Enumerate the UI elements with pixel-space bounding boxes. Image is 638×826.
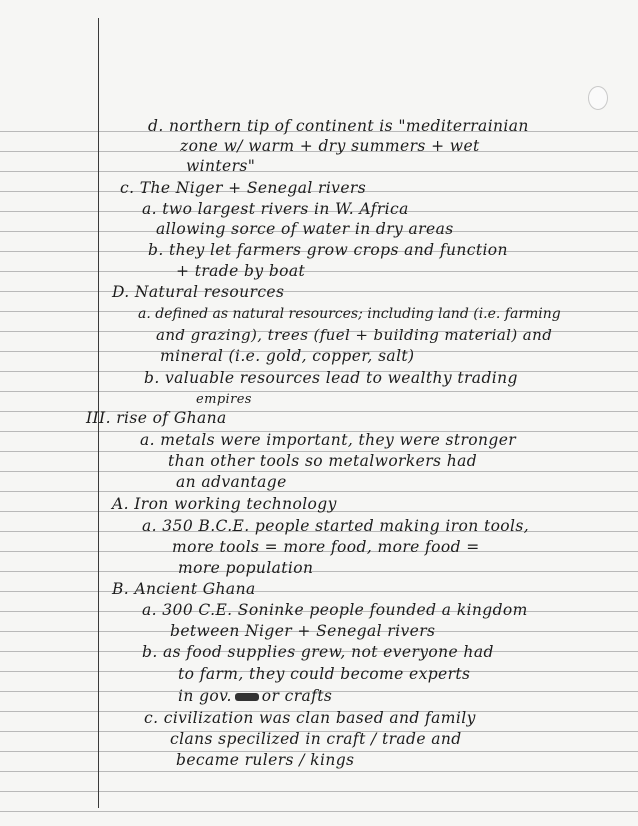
note-line: + trade by boat: [176, 262, 306, 280]
note-line: winters": [186, 157, 256, 175]
note-line: c. civilization was clan based and family: [144, 709, 476, 727]
top-margin: [0, 0, 638, 112]
note-line: zone w/ warm + dry summers + wet: [180, 137, 480, 155]
note-line: III. rise of Ghana: [86, 409, 227, 427]
note-line: b. they let farmers grow crops and function: [148, 241, 508, 259]
note-line: allowing sorce of water in dry areas: [156, 220, 454, 238]
note-line: D. Natural resources: [112, 283, 285, 301]
note-line: an advantage: [176, 473, 287, 491]
note-line: more tools = more food, more food =: [172, 538, 480, 556]
note-line: a. 300 C.E. Soninke people founded a kingdom: [142, 601, 528, 619]
note-line: clans specilized in craft / trade and: [170, 730, 462, 748]
note-line: [178, 686, 332, 706]
note-line: mineral (i.e. gold, copper, salt): [160, 347, 415, 365]
note-line: to farm, they could become experts: [178, 665, 471, 683]
note-line: empires: [196, 392, 252, 407]
note-line: a. 350 B.C.E. people started making iron tools,: [142, 517, 530, 535]
note-line: and grazing), trees (fuel + building material) and: [156, 326, 553, 344]
scribbled-out-word: [235, 693, 259, 701]
note-line: than other tools so metalworkers had: [168, 452, 478, 470]
note-line: A. Iron working technology: [112, 495, 337, 513]
note-fragment: in gov.: [178, 687, 232, 705]
note-line: b. valuable resources lead to wealthy trading: [144, 369, 518, 387]
note-line: d. northern tip of continent is "mediterrainian: [148, 117, 529, 135]
note-line: b. as food supplies grew, not everyone had: [142, 643, 494, 661]
note-fragment: or crafts: [261, 687, 333, 705]
note-line: a. metals were important, they were stronger: [140, 431, 517, 449]
binder-hole: [588, 86, 608, 110]
note-line: B. Ancient Ghana: [112, 580, 256, 598]
note-line: a. two largest rivers in W. Africa: [142, 200, 409, 218]
note-line: more population: [178, 559, 314, 577]
note-line: c. The Niger + Senegal rivers: [120, 179, 367, 197]
note-line: a. defined as natural resources; including land (i.e. farming: [138, 306, 561, 322]
note-line: between Niger + Senegal rivers: [170, 622, 436, 640]
note-line: became rulers / kings: [176, 751, 355, 769]
